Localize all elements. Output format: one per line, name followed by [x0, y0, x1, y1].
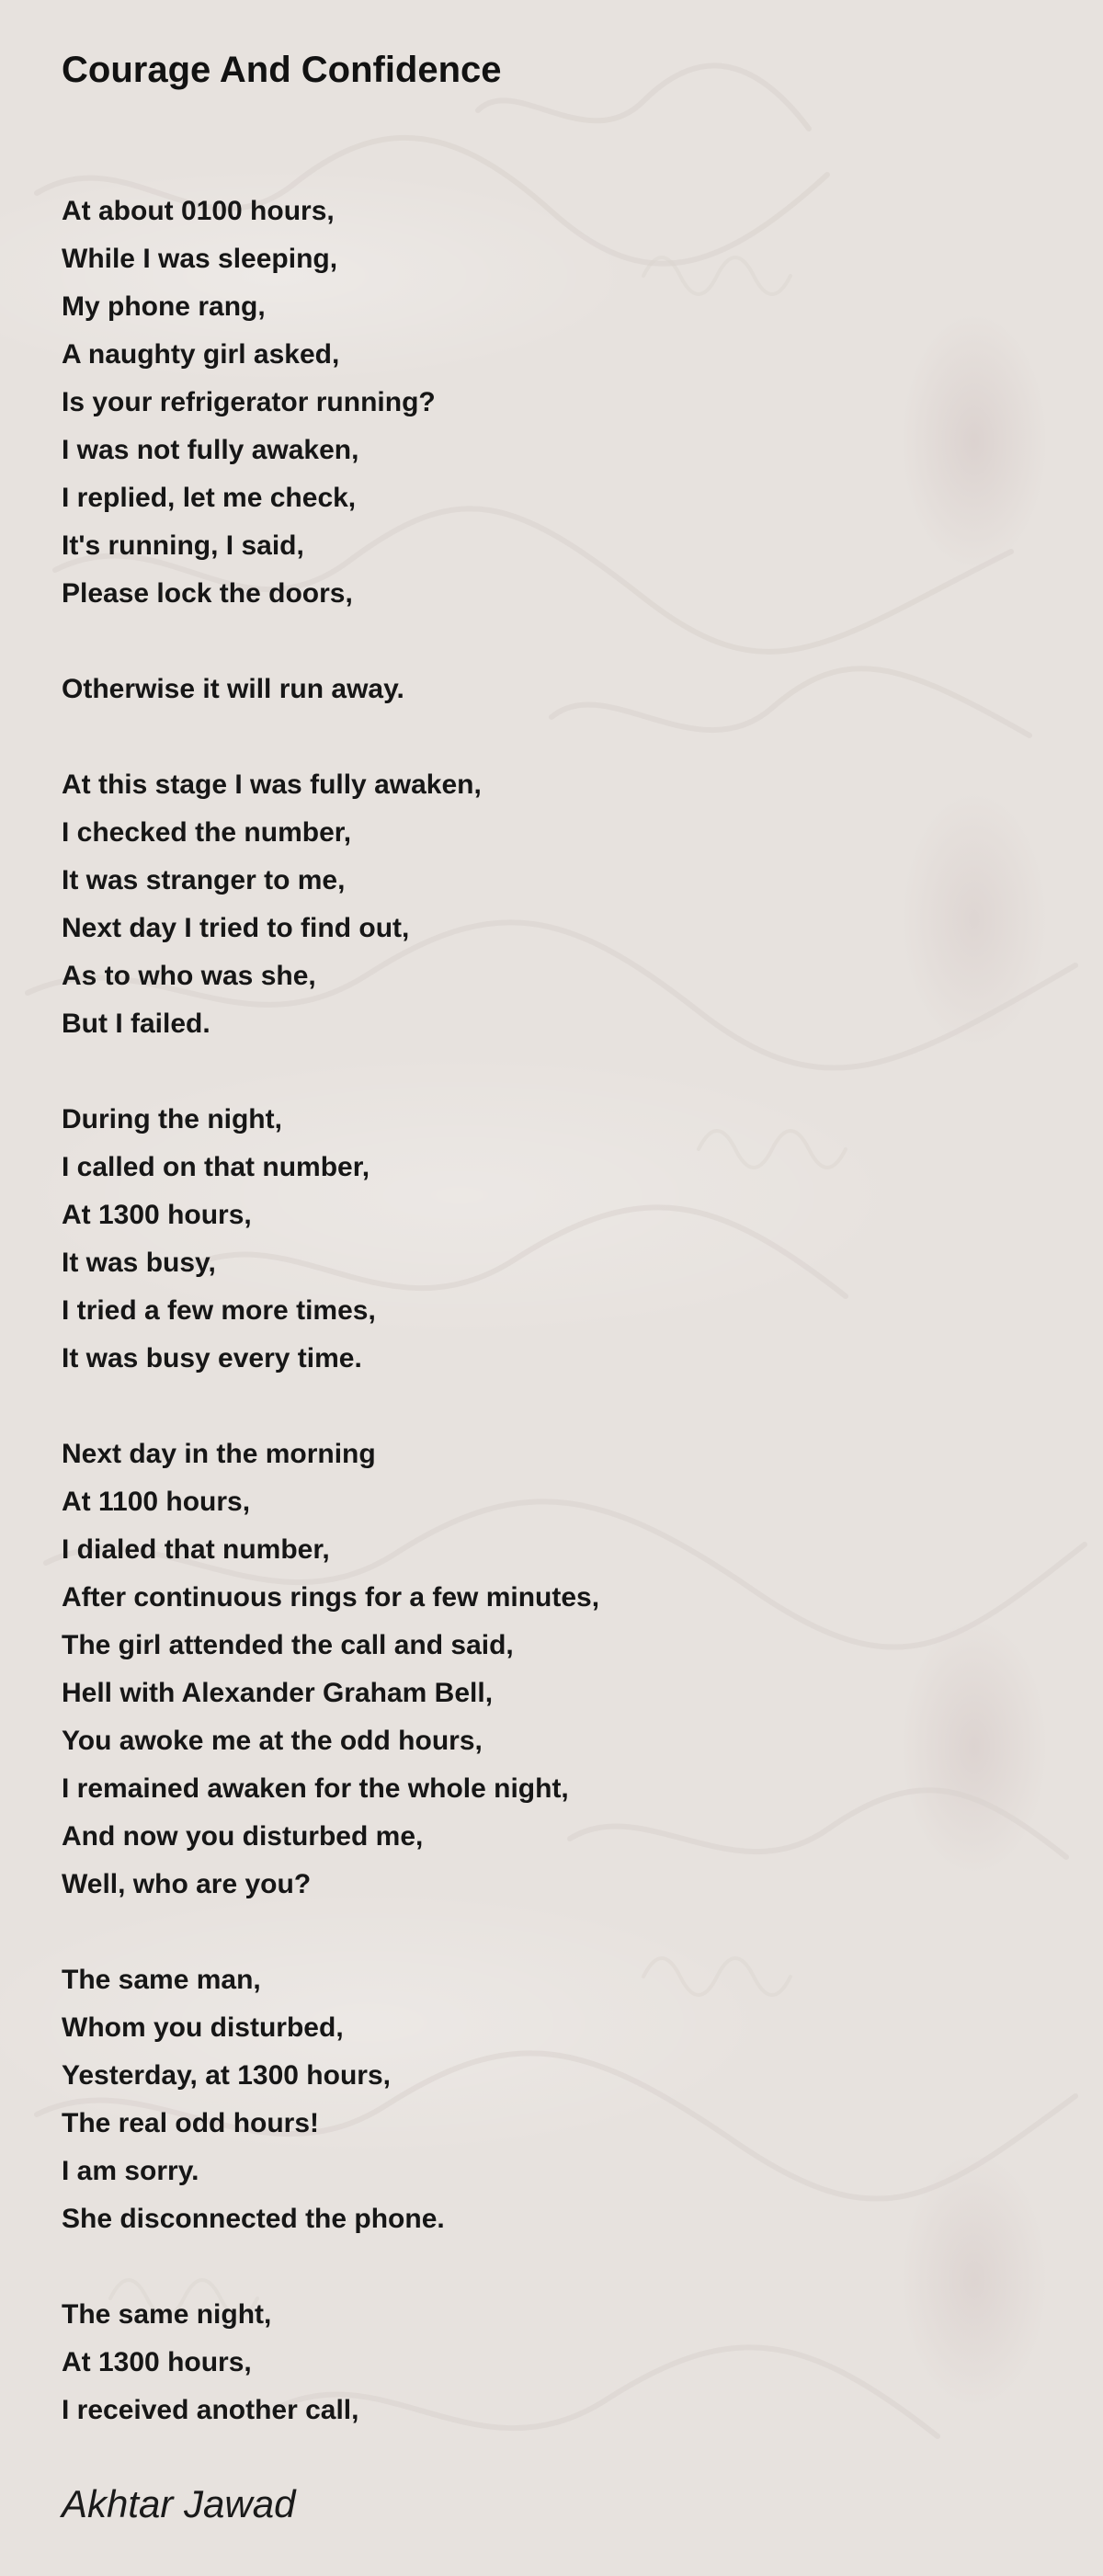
poem-stanza: [62, 666, 1054, 713]
poem-line: And now you disturbed me,: [62, 1821, 424, 1852]
poem-stanza: [62, 761, 1054, 1048]
poem-line: I dialed that number,: [62, 1534, 330, 1565]
poem-line: The same man,: [62, 1965, 261, 1995]
poem-line: At 1100 hours,: [62, 1487, 251, 1517]
poem-stanzas: [62, 188, 1054, 2434]
poem-line: Yesterday, at 1300 hours,: [62, 2060, 391, 2091]
poem-line: I received another call,: [62, 2395, 359, 2425]
poem-line: Is your refrigerator running?: [62, 387, 436, 417]
poem-line: I remained awaken for the whole night,: [62, 1773, 569, 1804]
poem-line: It was busy,: [62, 1248, 216, 1278]
poem-line: The real odd hours!: [62, 2108, 320, 2138]
poem-line: While I was sleeping,: [62, 244, 338, 274]
poem-line: I am sorry.: [62, 2156, 199, 2186]
poem-line: I called on that number,: [62, 1152, 370, 1182]
poem-stanza: [62, 1430, 1054, 1909]
poem-line: Next day I tried to find out,: [62, 913, 410, 943]
poem-title: Courage And Confidence: [62, 50, 502, 90]
poem-line: I tried a few more times,: [62, 1295, 376, 1326]
poem-line: A naughty girl asked,: [62, 339, 340, 370]
poem-line: It was busy every time.: [62, 1343, 362, 1373]
poem-line: Next day in the morning: [62, 1439, 376, 1469]
poem-line: At 1300 hours,: [62, 2347, 252, 2377]
poem-line: My phone rang,: [62, 291, 266, 322]
poem-line: It was stranger to me,: [62, 865, 346, 895]
poem-line: But I failed.: [62, 1009, 210, 1039]
poem-line: Hell with Alexander Graham Bell,: [62, 1678, 494, 1708]
poem-stanza: [62, 1096, 1054, 1383]
poem-line: Whom you disturbed,: [62, 2012, 344, 2043]
poem-stanza: [62, 188, 1054, 618]
poem-author: Akhtar Jawad: [62, 2482, 296, 2525]
poem-line: After continuous rings for a few minutes,: [62, 1582, 600, 1613]
poem-stanza: [62, 2291, 1054, 2434]
poem-line: At about 0100 hours,: [62, 196, 335, 226]
poem-line: Please lock the doors,: [62, 578, 353, 609]
poem-line: She disconnected the phone.: [62, 2204, 445, 2234]
poem-line: I was not fully awaken,: [62, 435, 359, 465]
poem-line: The girl attended the call and said,: [62, 1630, 514, 1660]
poem-line: I checked the number,: [62, 817, 352, 848]
poem-line: The same night,: [62, 2299, 272, 2330]
poem-line: Well, who are you?: [62, 1869, 312, 1899]
poem-line: At this stage I was fully awaken,: [62, 769, 482, 800]
poem-line: I replied, let me check,: [62, 483, 357, 513]
poem-line: During the night,: [62, 1104, 282, 1134]
poem-line: You awoke me at the odd hours,: [62, 1726, 483, 1756]
poem-line: At 1300 hours,: [62, 1200, 252, 1230]
poem-stanza: [62, 1956, 1054, 2243]
poem-line: Otherwise it will run away.: [62, 674, 404, 704]
poem-body: [62, 48, 1054, 2482]
poem-line: It's running, I said,: [62, 530, 304, 561]
poem-line: As to who was she,: [62, 961, 316, 991]
